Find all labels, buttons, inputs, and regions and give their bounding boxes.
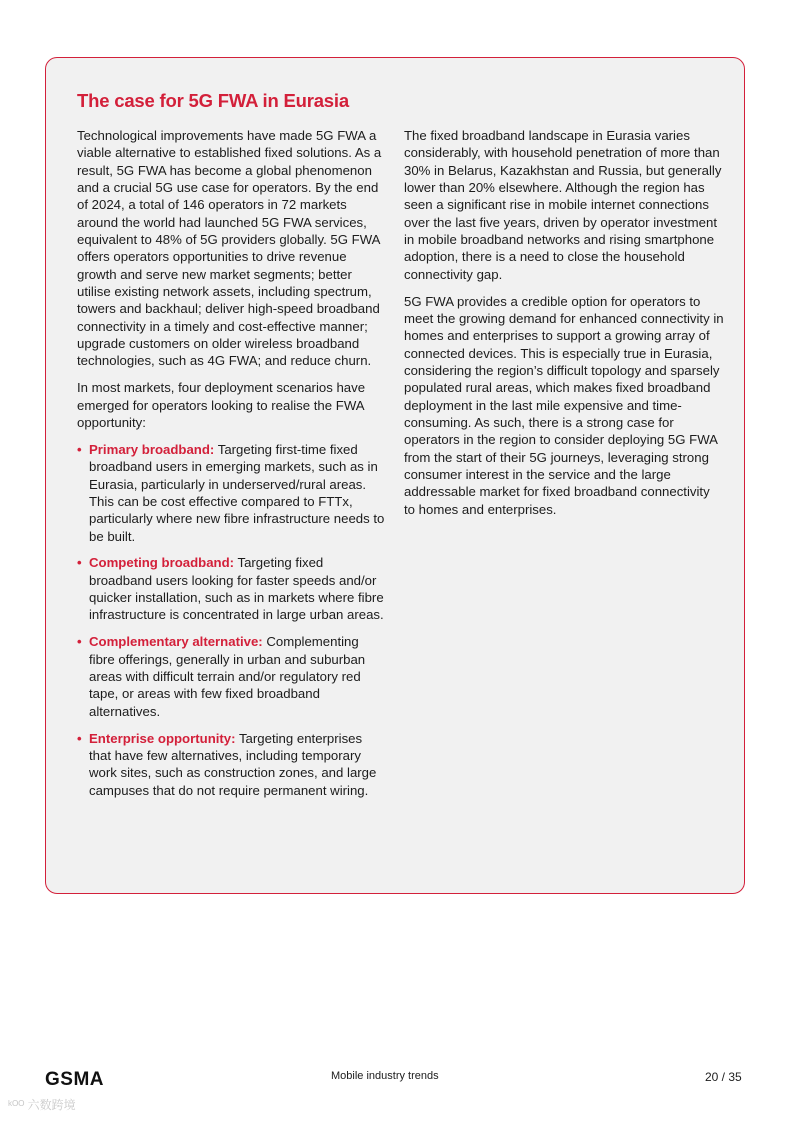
page-number: 20 / 35 [705,1070,742,1084]
box-title: The case for 5G FWA in Eurasia [77,90,349,111]
scenario-term: Competing broadband: [89,555,235,571]
bullet-dot-icon: • [77,555,82,571]
scenario-term: Primary broadband: [89,441,215,457]
watermark: ᵏᴼᴼ 六数跨境 [8,1098,76,1112]
bullet-dot-icon: • [77,634,82,650]
scenario-text: Targeting enterprises that have few alternatives, including temporary work sites, such as construction zones, and large campuses that do not require permanent wiring. [89,730,377,798]
left-column [77,127,387,808]
scenario-item [77,554,387,623]
scenario-term: Enterprise opportunity: [89,730,236,746]
left-paragraph-2: In most markets, four deployment scenarios have emerged for operators looking to realise the FWA opportunity: [77,380,366,430]
scenario-text: Targeting first-time fixed broadband users in emerging markets, such as in Eurasia, particularly in underserved/rural areas. This can be cost effective compared to FTTx, particularly where new fibre infrastructure needs to be built. [89,441,385,544]
right-column [404,127,724,528]
right-paragraph-2: 5G FWA provides a credible option for operators to meet the growing demand for enhanced connectivity in homes and enterprises to support a growing array of connected devices. This is especially true in Eurasia, considering the region’s difficult topology and sparsely populated rural areas, which makes fixed broadband deployment in the last mile expensive and time-consuming. As such, there is a strong case for operators in the region to consider deploying 5G FWA from the start of their 5G journeys, leveraging strong consumer interest in the service and the large addressable market for fixed broadband connectivity to homes and enterprises. [404,293,724,517]
scenario-item [77,441,387,545]
scenario-text: Targeting fixed broadband users looking for faster speeds and/or quicker installation, such as in markets where fibre infrastructure is concentrated in large urban areas. [89,555,384,623]
scenario-item [77,633,387,720]
scenario-text: Complementing fibre offerings, generally in urban and suburban areas with difficult terrain and/or regulatory red tape, or areas with few fixed broadband alternatives. [89,634,366,719]
right-paragraph-1: The fixed broadband landscape in Eurasia varies considerably, with household penetration of more than 30% in Belarus, Kazakhstan and Russia, but generally lower than 20% elsewhere. Although the region has seen a significant rise in mobile internet connections over the last five years, driven by operator investment in mobile broadband networks and rising smartphone adoption, there is a need to close the household connectivity gap. [404,128,722,282]
left-paragraph-1: Technological improvements have made 5G FWA a viable alternative to established fixed solutions. As a result, 5G FWA has become a global phenomenon and a crucial 5G use case for operators. By the end of 2024, a total of 146 operators in 72 markets around the world had launched 5G FWA services, equivalent to 48% of 5G providers globally. 5G FWA offers operators opportunities to drive revenue growth and serve new market segments; better utilise existing network assets, including spectrum, towers and backhaul; deliver high-speed broadband connectivity in a timely and cost-effective manner; upgrade customers on older wireless broadband technologies, such as 4G FWA; and reduce churn. [77,128,382,369]
bullet-dot-icon: • [77,730,82,746]
bullet-dot-icon: • [77,441,82,457]
gsma-logo: GSMA [45,1069,104,1090]
scenario-term: Complementary alternative: [89,634,263,650]
footer-section-title: Mobile industry trends [331,1070,439,1082]
case-box [45,57,745,894]
scenario-list [77,441,387,799]
scenario-item [77,730,387,799]
